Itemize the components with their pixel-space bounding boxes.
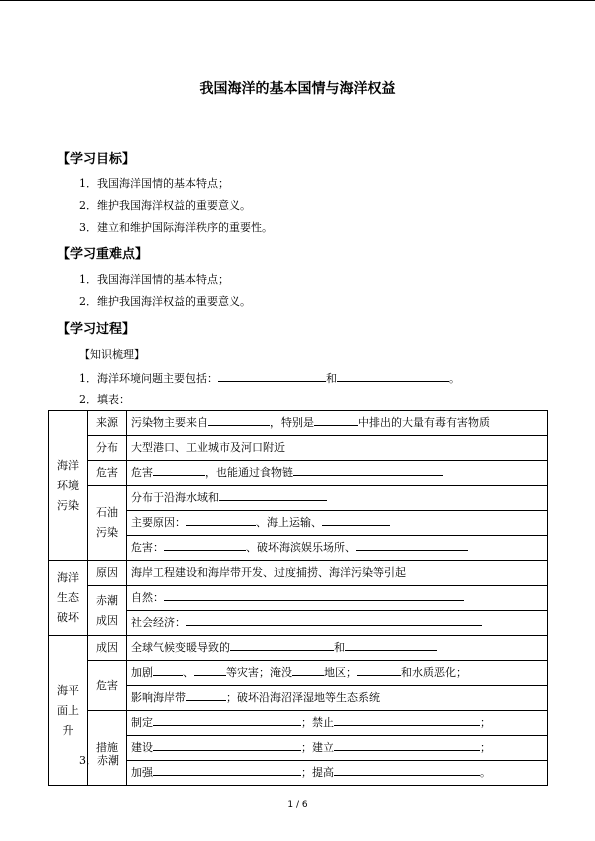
row-label-oil: 石油污染	[88, 486, 127, 561]
row-label-measures: 措施	[88, 711, 127, 786]
page-number: 1 / 6	[287, 800, 308, 810]
row-label-eco-cause: 原因	[88, 561, 127, 586]
answer-blank[interactable]	[186, 688, 226, 701]
q1-prefix: 1．海洋环境问题主要包括：	[79, 372, 218, 385]
top-rule	[0, 0, 595, 1]
answer-blank[interactable]	[164, 588, 464, 601]
category-pollution: 海洋环境污染	[49, 411, 88, 561]
redtide-social-cell: 社会经济：	[127, 611, 548, 636]
answer-blank[interactable]	[186, 613, 482, 626]
goal-item: 1．我国海洋国情的基本特点；	[79, 177, 229, 190]
key-point-item: 2．维护我国海洋权益的重要意义。	[79, 295, 251, 308]
table-row	[49, 486, 548, 511]
measure-cell-3: 加强 ；提高 。	[127, 761, 548, 786]
source-cell: 污染物主要来自 ，特别是 中排出的大量有毒有害物质	[127, 411, 548, 436]
table-row	[49, 636, 548, 661]
goal-item: 3．建立和维护国际海洋秩序的重要性。	[79, 221, 273, 234]
answer-blank[interactable]	[208, 413, 270, 426]
answer-blank[interactable]	[334, 738, 480, 751]
row-label-sl-cause: 成因	[88, 636, 127, 661]
answer-blank[interactable]	[218, 369, 326, 382]
sl-cause-cell: 全球气候变暖导致的 和	[127, 636, 548, 661]
answer-blank[interactable]	[194, 663, 226, 676]
redtide-natural-cell: 自然：	[127, 586, 548, 611]
harm-cell: 危害 ，也能通过食物链	[127, 461, 548, 486]
goal-item: 2．维护我国海洋权益的重要意义。	[79, 199, 251, 212]
table-row	[49, 661, 548, 686]
process-heading: 【学习过程】	[57, 322, 136, 337]
table-row	[49, 461, 548, 486]
row-label-harm: 危害	[88, 461, 127, 486]
category-ecology: 海洋生态破坏	[49, 561, 88, 636]
table-row	[49, 436, 548, 461]
answer-blank[interactable]	[334, 713, 480, 726]
answer-blank[interactable]	[314, 413, 358, 426]
key-point-item: 1．我国海洋国情的基本特点；	[79, 273, 229, 286]
answer-blank[interactable]	[357, 663, 401, 676]
key-points-heading: 【学习重难点】	[57, 247, 149, 262]
answer-blank[interactable]	[292, 663, 324, 676]
answer-blank[interactable]	[334, 763, 480, 776]
answer-blank[interactable]	[153, 763, 301, 776]
question-3: 3．赤潮	[79, 754, 119, 767]
oil-harm-cell: 危害： 、破坏海滨娱乐场所、	[127, 536, 548, 561]
question-2: 2．填表：	[79, 393, 130, 406]
answer-blank[interactable]	[356, 538, 468, 551]
table-row	[49, 586, 548, 611]
answer-blank[interactable]	[153, 738, 301, 751]
answer-blank[interactable]	[345, 638, 437, 651]
sl-harm-cell-1: 加剧 、 等灾害；淹没 地区； 和水质恶化；	[127, 661, 548, 686]
answer-blank[interactable]	[153, 463, 205, 476]
goals-heading: 【学习目标】	[57, 152, 136, 167]
row-label-sl-harm: 危害	[88, 661, 127, 711]
knowledge-subheading: 【知识梳理】	[79, 348, 145, 361]
knowledge-table	[48, 410, 548, 786]
table-row	[49, 561, 548, 586]
q1-end: 。	[449, 372, 460, 385]
oil-distribution-cell: 分布于沿海水域和	[127, 486, 548, 511]
measure-cell-2: 建设 ；建立 ；	[127, 736, 548, 761]
answer-blank[interactable]	[164, 538, 246, 551]
answer-blank[interactable]	[219, 488, 327, 501]
row-label-redtide: 赤潮成因	[88, 586, 127, 636]
answer-blank[interactable]	[230, 638, 334, 651]
sl-harm-cell-2: 影响海岸带 ；破坏沿海沼泽湿地等生态系统	[127, 686, 548, 711]
question-1	[79, 369, 460, 386]
answer-blank[interactable]	[153, 663, 183, 676]
table-row	[49, 411, 548, 436]
category-sealevel: 海平面上升	[49, 636, 88, 786]
answer-blank[interactable]	[337, 369, 449, 382]
row-label-source: 来源	[88, 411, 127, 436]
table-row	[49, 711, 548, 736]
eco-cause-cell: 海岸工程建设和海岸带开发、过度捕捞、海洋污染等引起	[127, 561, 548, 586]
measure-cell-1: 制定 ；禁止 ；	[127, 711, 548, 736]
answer-blank[interactable]	[153, 713, 301, 726]
answer-blank[interactable]	[186, 513, 256, 526]
row-label-distribution: 分布	[88, 436, 127, 461]
distribution-cell: 大型港口、工业城市及河口附近	[127, 436, 548, 461]
answer-blank[interactable]	[322, 513, 390, 526]
oil-cause-cell: 主要原因： 、海上运输、	[127, 511, 548, 536]
answer-blank[interactable]	[293, 463, 443, 476]
q1-mid: 和	[326, 372, 337, 385]
page-title: 我国海洋的基本国情与海洋权益	[199, 81, 396, 97]
